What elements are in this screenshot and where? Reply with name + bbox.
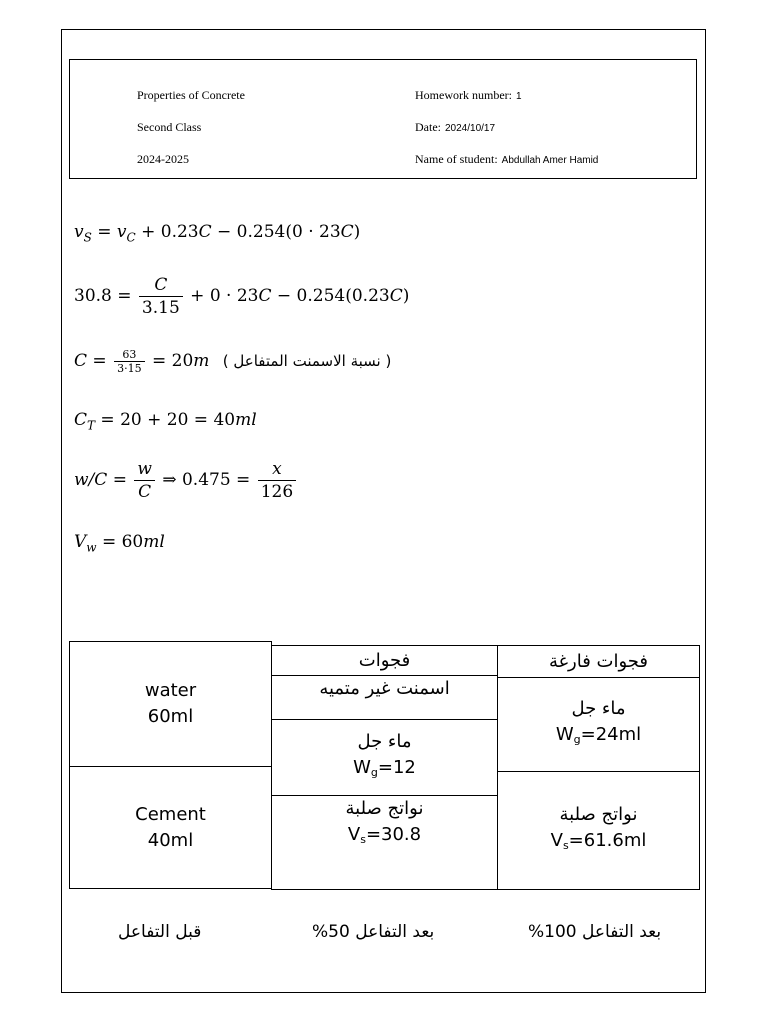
cell-gel-water-100: ماء جل $W_g=24ml$ [497, 677, 700, 772]
equation-cement-reacted: C = $\frac{63}{3\cdot 15}$ = 20m ( نسبة الاسمنت المتفاعل ) [74, 348, 392, 375]
homework-date: Date: 2024/10/17 [415, 120, 496, 134]
cell-unhydrated-cement: اسمنت غير متميه [271, 675, 498, 720]
student-name: Name of student: Abdullah Amer Hamid [415, 152, 599, 166]
equation-substitution: 30.8 = $\frac{C}{3.15}$ + 0 · 23C − 0.254(0.23C) [74, 275, 410, 318]
cell-gel-water-50: ماء جل $W_g=12$ [271, 719, 498, 796]
reacted-cement-note: ( نسبة الاسمنت المتفاعل ) [222, 352, 392, 370]
cell-water: water 60ml [69, 641, 272, 767]
academic-year: 2024-2025 [137, 152, 189, 166]
homework-number: Homework number: 1 [415, 88, 522, 102]
equation-water-cement-ratio: w/C = $\frac{w}{C}$ ⇒ 0.475 = $\frac{x}{126}$ [74, 458, 298, 503]
caption-after-100: بعد التفاعل 100% [528, 922, 662, 942]
course-name: Properties of Concrete [137, 88, 245, 102]
equation-solid-volume: $v_S = v_C + 0.23C - 0.254(0 \cdot 23C)$ [74, 222, 361, 245]
caption-after-50: بعد التفاعل 50% [312, 922, 435, 942]
cell-solid-products-50: نواتج صلبة $V_s=30.8$ [271, 795, 498, 890]
cell-cement: Cement 40ml [69, 766, 272, 889]
cell-voids: فجوات [271, 645, 498, 676]
cell-empty-voids: فجوات فارغة [497, 645, 700, 678]
equation-water-volume: $V_w = 60ml$ [74, 532, 165, 555]
class-name: Second Class [137, 120, 202, 134]
cell-solid-products-100: نواتج صلبة $V_s=61.6ml$ [497, 771, 700, 890]
caption-before-reaction: قبل التفاعل [118, 922, 202, 942]
equation-total-cement: $C_T = 20 + 20 = 40ml$ [74, 410, 257, 433]
